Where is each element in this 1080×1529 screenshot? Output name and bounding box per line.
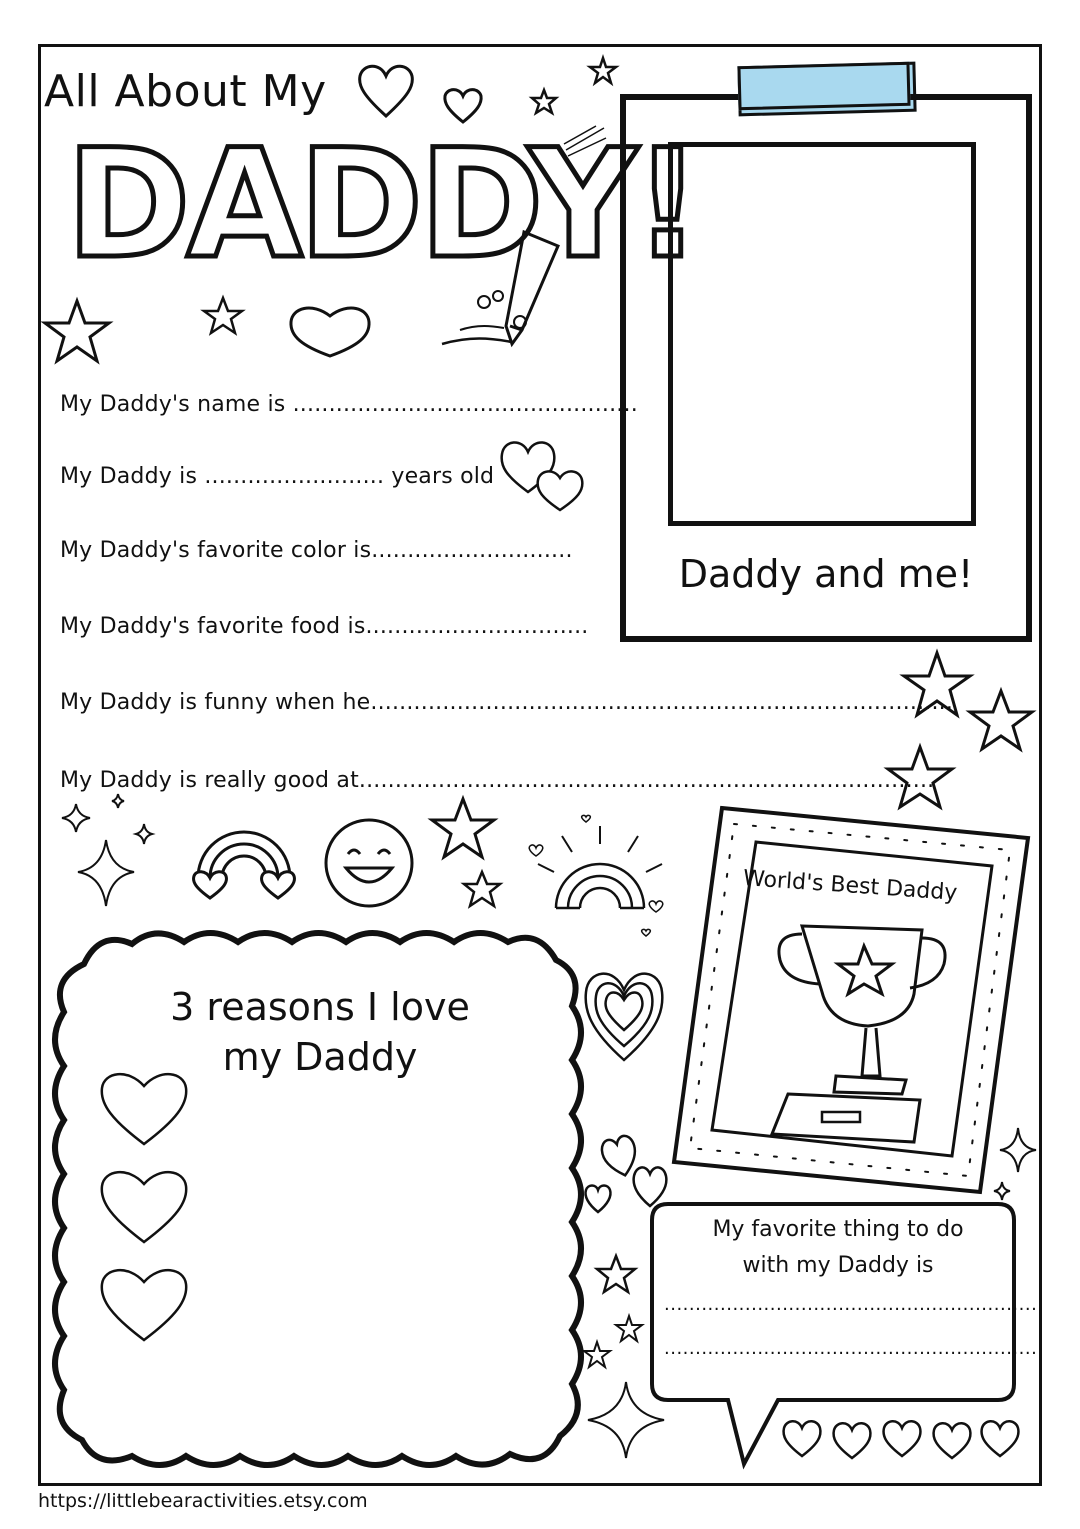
sparkles-icon — [994, 1124, 1040, 1212]
heart-icon — [982, 1421, 1019, 1456]
rainbow-sun-icon — [526, 812, 674, 942]
footer-url[interactable]: https://littlebearactivities.etsy.com — [38, 1490, 368, 1512]
star-icon — [884, 744, 956, 812]
heart-icon — [834, 1423, 871, 1458]
photo-frame — [620, 94, 1032, 642]
layered-heart-icon — [582, 964, 666, 1064]
sparkles-icon — [56, 794, 166, 914]
heart-icon — [356, 62, 416, 120]
smiley-icon — [322, 816, 416, 910]
favorite-line2: with my Daddy is — [742, 1253, 934, 1278]
star-icon — [614, 1314, 644, 1344]
field-good-at[interactable]: My Daddy is really good at................................................................................ — [60, 768, 935, 793]
heart-icon — [288, 302, 372, 360]
field-favorite-color[interactable]: My Daddy's favorite color is............................ — [60, 538, 573, 563]
reasons-title-line2: my Daddy — [222, 1035, 418, 1079]
title-prefix: All About My — [44, 66, 327, 117]
tape-strip-front — [737, 62, 910, 110]
photo-caption: Daddy and me! — [678, 552, 974, 596]
field-name[interactable]: My Daddy's name is ................................................ — [60, 392, 638, 417]
star-icon — [594, 1254, 638, 1296]
field-funny-when[interactable]: My Daddy is funny when he................................................................................. — [60, 690, 954, 715]
favorite-blank-1[interactable]: ............................................................ — [664, 1294, 1038, 1315]
star-icon — [42, 298, 112, 366]
double-heart-icon — [498, 434, 586, 516]
star-icon — [462, 870, 502, 910]
rainbow-icon — [188, 808, 300, 900]
favorite-line1: My favorite thing to do — [712, 1217, 964, 1242]
award-frame — [670, 804, 1032, 1196]
star-icon — [202, 296, 244, 336]
field-age[interactable]: My Daddy is ......................... years old — [60, 464, 495, 489]
star-icon — [530, 88, 558, 116]
heart-icon — [784, 1421, 821, 1456]
reasons-title-line1: 3 reasons I love — [170, 985, 470, 1029]
reasons-title — [110, 982, 530, 1082]
photo-area[interactable] — [668, 142, 976, 526]
pencil-icon — [440, 226, 580, 356]
star-icon — [966, 688, 1036, 754]
award-title: World's Best Daddy — [742, 866, 959, 906]
hearts-row — [780, 1414, 1024, 1462]
star-icon — [428, 796, 498, 862]
heart-icon — [884, 1421, 921, 1456]
favorite-thing-prompt — [660, 1212, 1016, 1284]
favorite-blank-2[interactable]: ............................................................ — [664, 1338, 1038, 1359]
star-icon — [588, 56, 618, 86]
heart-icon — [934, 1423, 971, 1458]
star-icon — [582, 1340, 612, 1370]
star-icon — [900, 650, 974, 720]
title-daddy-text: DADDY! — [66, 118, 698, 292]
field-favorite-food[interactable]: My Daddy's favorite food is............................... — [60, 614, 589, 639]
